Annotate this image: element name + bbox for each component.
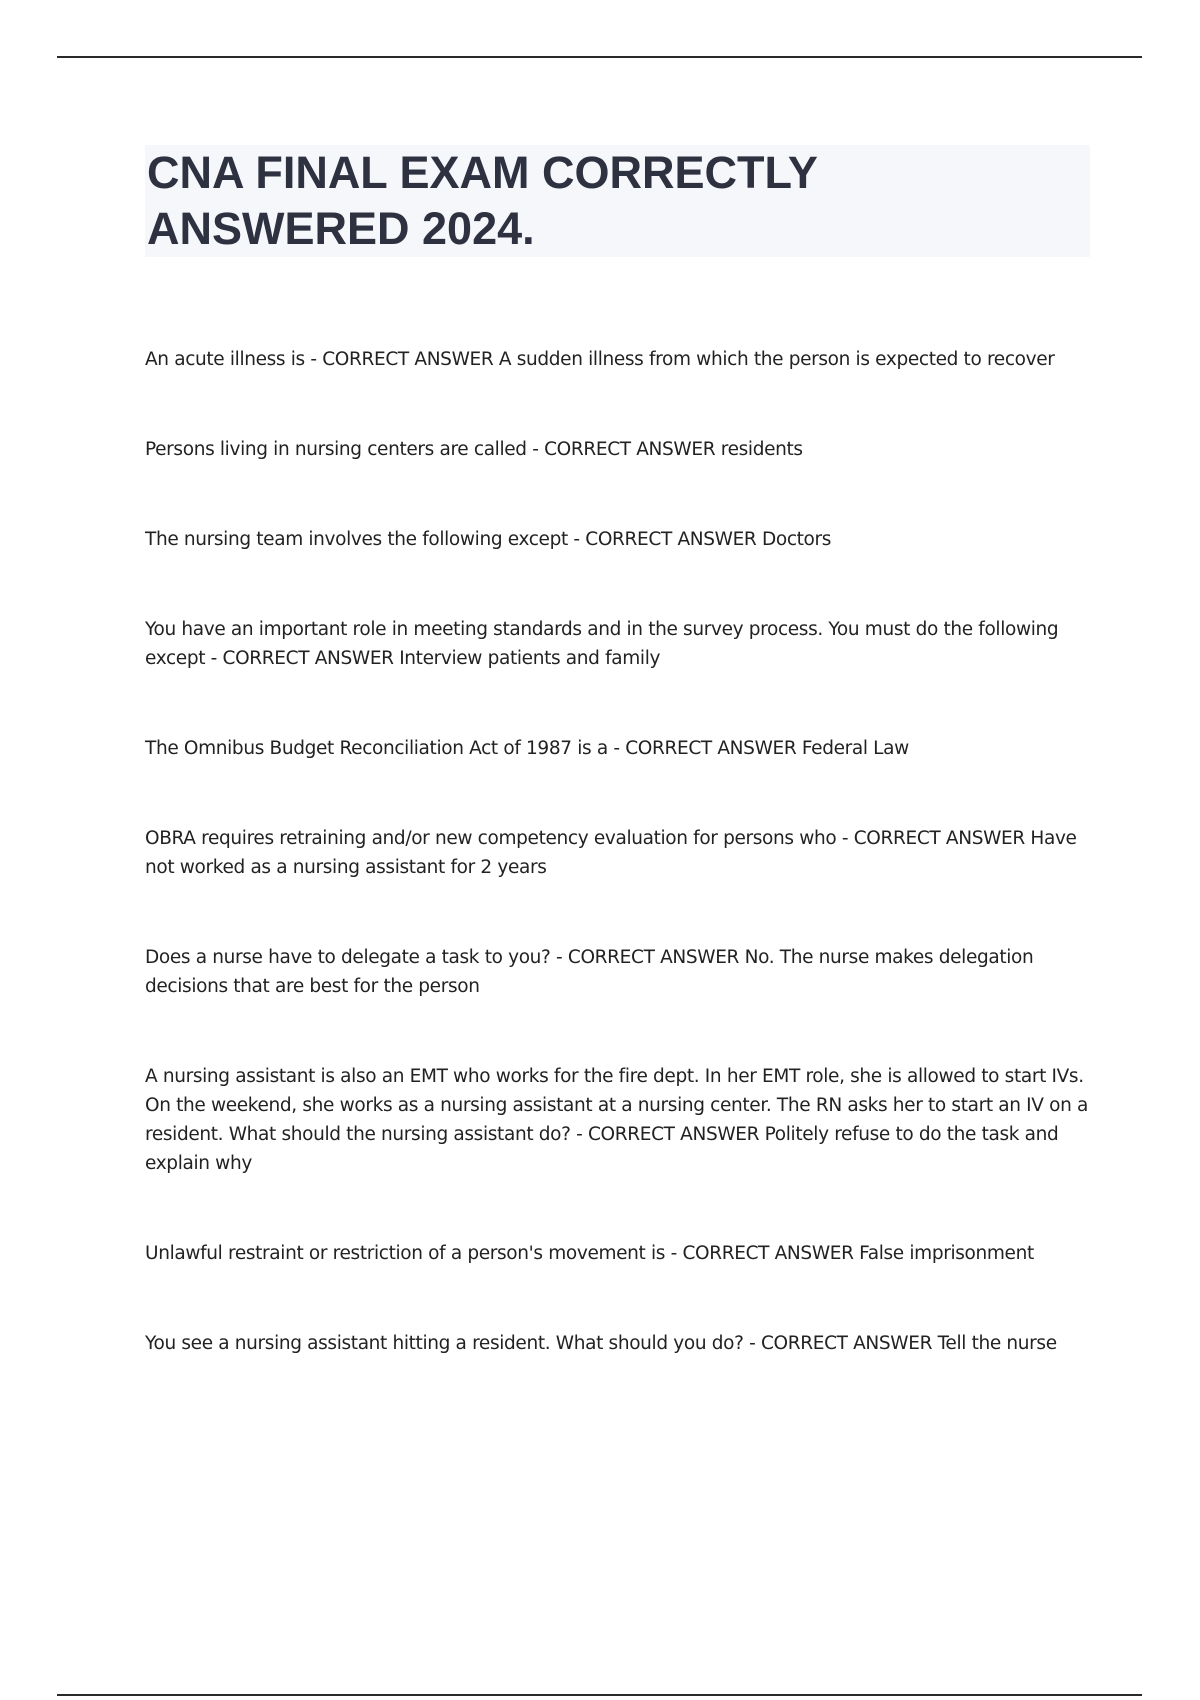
- page-title: [147, 145, 1090, 257]
- qa-list: [145, 345, 1090, 1419]
- page-title-line-2: ANSWERED 2024.: [147, 203, 535, 254]
- qa-item: The Omnibus Budget Reconciliation Act of 1987 is a - CORRECT ANSWER Federal Law: [145, 738, 909, 759]
- qa-item: Unlawful restraint or restriction of a person's movement is - CORRECT ANSWER False imprisonment: [145, 1243, 1034, 1264]
- qa-item: OBRA requires retraining and/or new competency evaluation for persons who - CORRECT ANSWER Have not worked as a nursing assistant for 2 years: [145, 828, 1077, 878]
- qa-item: The nursing team involves the following except - CORRECT ANSWER Doctors: [145, 529, 832, 550]
- title-banner: [145, 145, 1090, 257]
- qa-item: A nursing assistant is also an EMT who works for the fire dept. In her EMT role, she is allowed to start IVs. On the weekend, she works as a nursing assistant at a nursing center. The RN asks her to start an IV on a resident. What should the nursing assistant do? - CORRECT ANSWER Politely refuse to do the task and explain why: [145, 1066, 1088, 1174]
- qa-item: An acute illness is - CORRECT ANSWER A sudden illness from which the person is expected to recover: [145, 349, 1055, 370]
- qa-item: You see a nursing assistant hitting a resident. What should you do? - CORRECT ANSWER Tell the nurse: [145, 1333, 1057, 1354]
- page-title-line-1: CNA FINAL EXAM CORRECTLY: [147, 147, 818, 198]
- bottom-divider: [57, 1694, 1142, 1696]
- qa-item: Does a nurse have to delegate a task to you? - CORRECT ANSWER No. The nurse makes delegation decisions that are best for the person: [145, 947, 1034, 997]
- top-divider: [57, 56, 1142, 58]
- qa-item: You have an important role in meeting standards and in the survey process. You must do the following except - CORRECT ANSWER Interview patients and family: [145, 619, 1059, 669]
- qa-item: Persons living in nursing centers are called - CORRECT ANSWER residents: [145, 439, 803, 460]
